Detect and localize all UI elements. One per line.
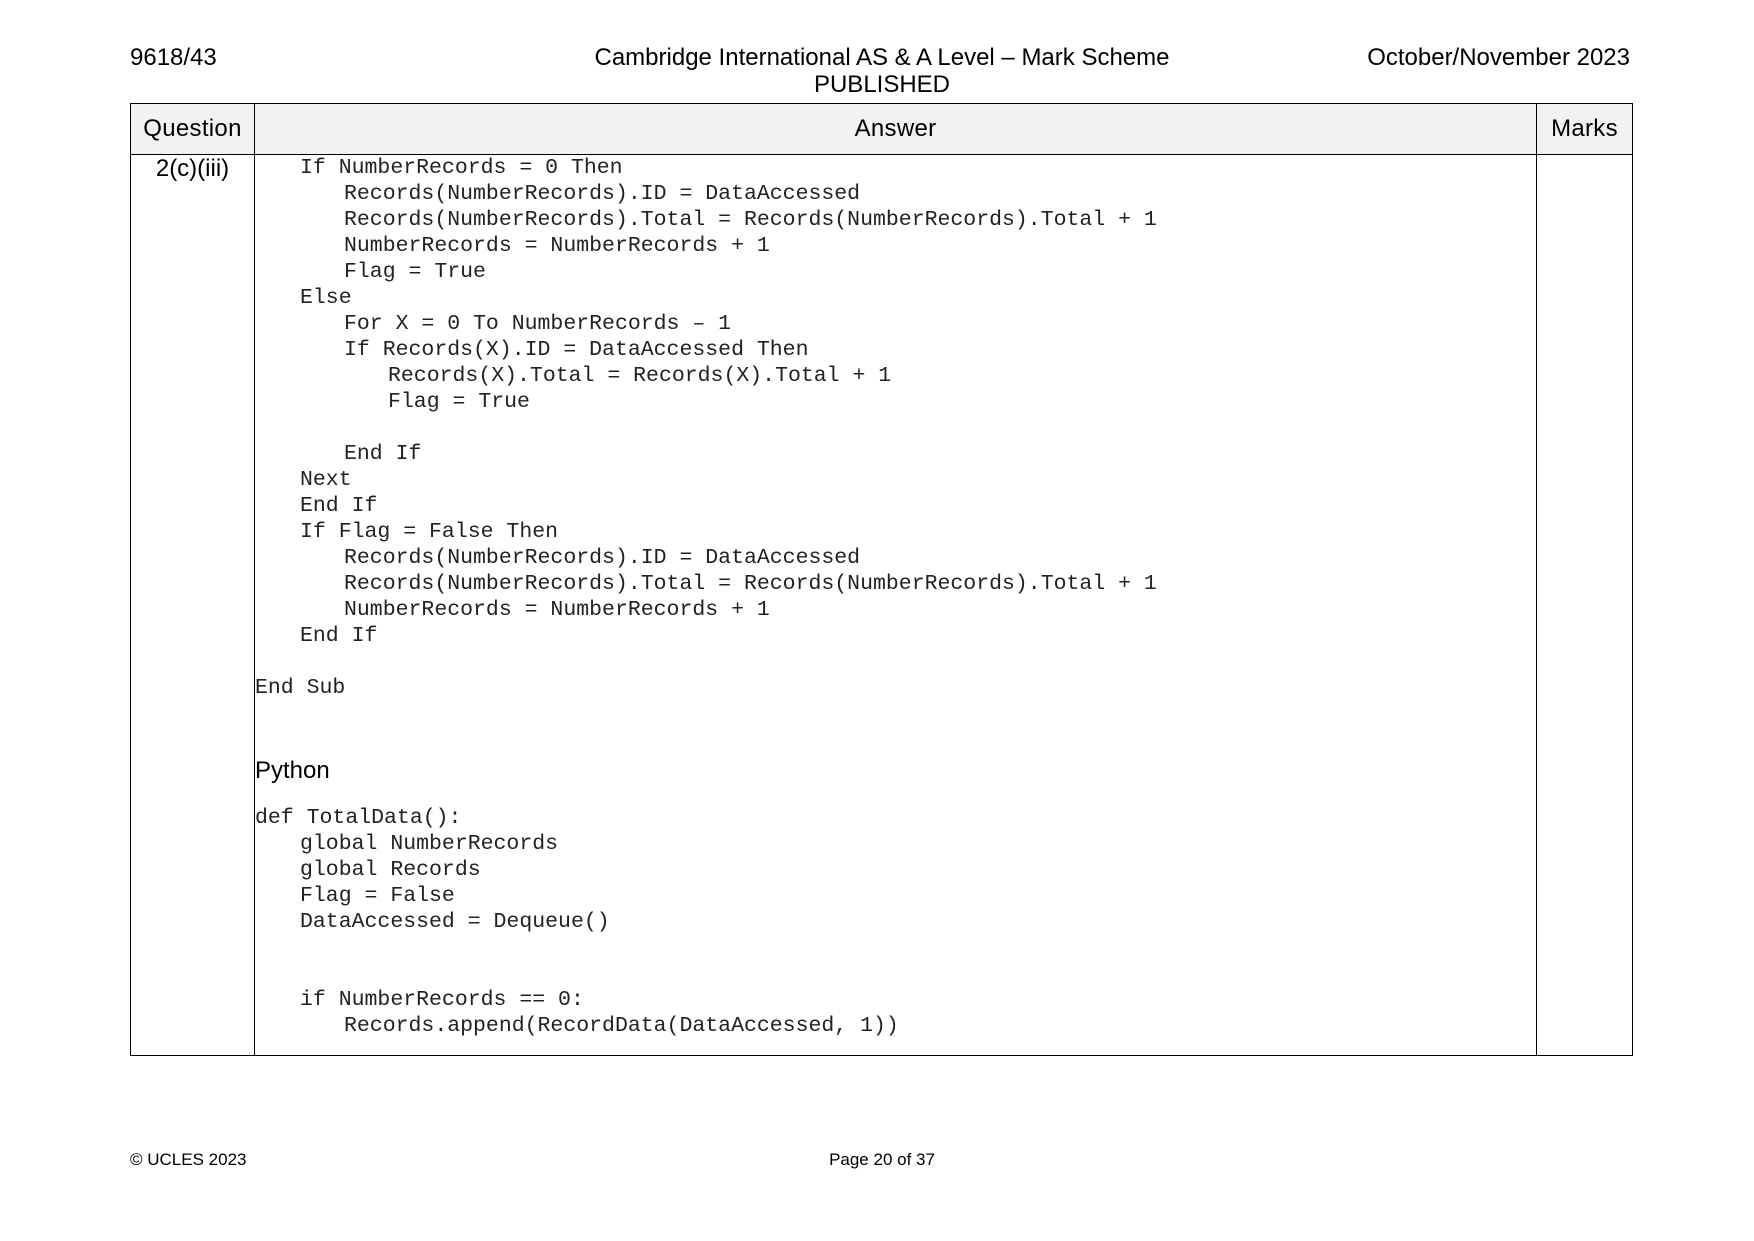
vb-code-block xyxy=(255,155,1536,701)
python-heading: Python xyxy=(255,757,330,784)
code-line: If NumberRecords = 0 Then xyxy=(300,156,623,180)
marks-cell xyxy=(1537,155,1633,1056)
answer-cell xyxy=(255,155,1537,1056)
code-line: Records(NumberRecords).Total = Records(NumberRecords).Total + 1 xyxy=(344,208,1157,232)
code-line: global NumberRecords xyxy=(300,832,559,856)
code-line: NumberRecords = NumberRecords + 1 xyxy=(344,234,770,258)
code-line: For X = 0 To NumberRecords – 1 xyxy=(344,312,732,336)
code-line: End Sub xyxy=(255,676,346,700)
code-line: If Flag = False Then xyxy=(300,520,559,544)
code-line: If Records(X).ID = DataAccessed Then xyxy=(344,338,809,362)
exam-session: October/November 2023 xyxy=(1367,44,1630,71)
code-line: Flag = True xyxy=(344,260,486,284)
code-line: Next xyxy=(300,468,352,492)
blank-line xyxy=(255,701,1536,753)
paper-code: 9618/43 xyxy=(130,44,217,71)
mark-scheme-table xyxy=(130,103,1633,1056)
code-line: End If xyxy=(300,624,378,648)
code-line: Else xyxy=(300,286,352,310)
code-line: End If xyxy=(344,442,422,466)
question-number: 2(c)(iii) xyxy=(131,155,255,1056)
code-line: Records(NumberRecords).Total = Records(NumberRecords).Total + 1 xyxy=(344,572,1157,596)
code-line: Records(NumberRecords).ID = DataAccessed xyxy=(344,182,861,206)
code-line: Flag = False xyxy=(300,884,455,908)
blank-line xyxy=(255,649,1536,675)
code-line: Records(NumberRecords).ID = DataAccessed xyxy=(344,546,861,570)
code-line: global Records xyxy=(300,858,481,882)
table-header-row xyxy=(131,104,1633,155)
column-header-marks: Marks xyxy=(1537,104,1633,155)
code-line: Records.append(RecordData(DataAccessed, 1)) xyxy=(344,1014,899,1038)
python-code-block xyxy=(255,805,1536,1039)
code-line: End If xyxy=(300,494,378,518)
code-line: def TotalData(): xyxy=(255,806,462,830)
blank-line xyxy=(255,935,1536,987)
document-subtitle: PUBLISHED xyxy=(813,71,951,98)
code-line: Flag = True xyxy=(388,390,530,414)
code-line: Records(X).Total = Records(X).Total + 1 xyxy=(388,364,892,388)
page-number: Page 20 of 37 xyxy=(829,1150,935,1169)
blank-line xyxy=(255,415,1536,441)
copyright-notice: © UCLES 2023 xyxy=(130,1150,247,1169)
column-header-question: Question xyxy=(131,104,255,155)
code-line: DataAccessed = Dequeue() xyxy=(300,910,610,934)
table-row xyxy=(131,155,1633,1056)
code-line: if NumberRecords == 0: xyxy=(300,988,584,1012)
code-line: NumberRecords = NumberRecords + 1 xyxy=(344,598,770,622)
column-header-answer: Answer xyxy=(255,104,1537,155)
document-title: Cambridge International AS & A Level – Mark Scheme xyxy=(594,44,1170,71)
